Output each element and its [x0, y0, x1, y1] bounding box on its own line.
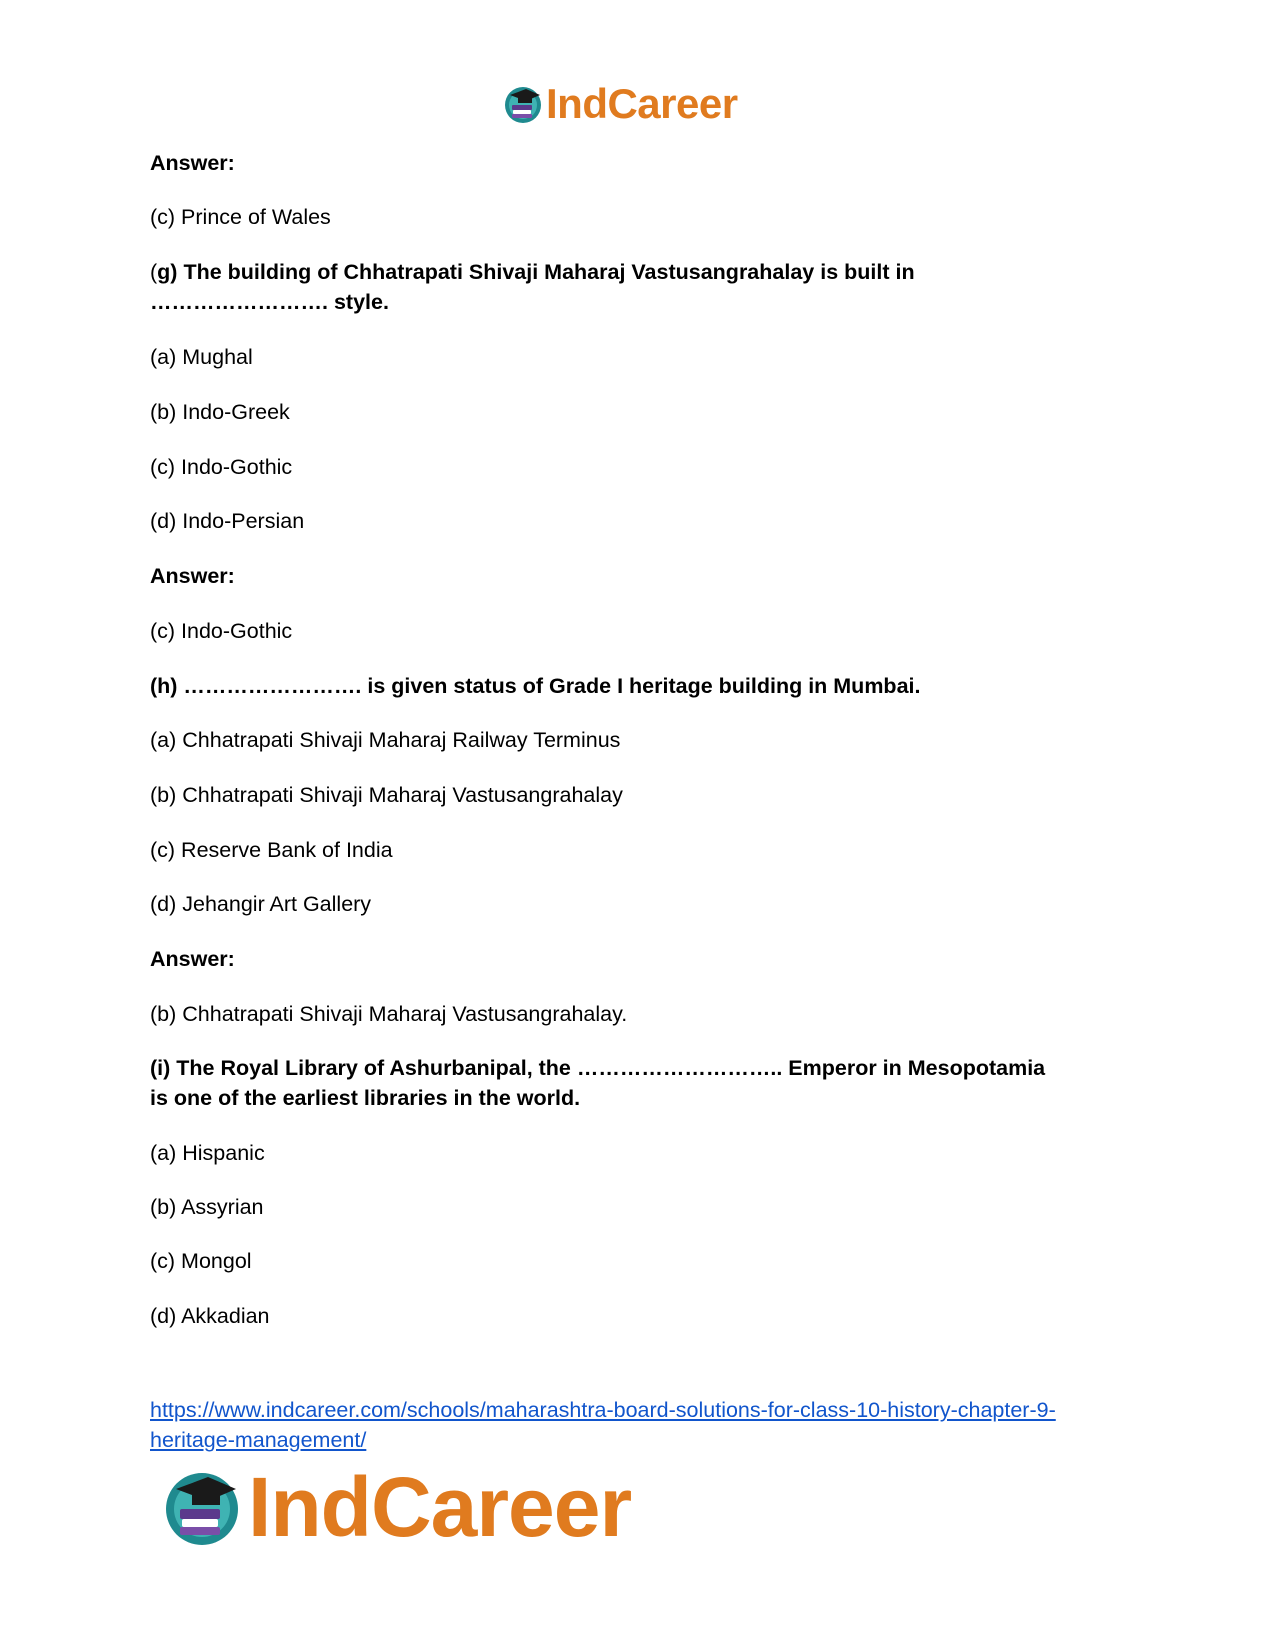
option-c: (c) Reserve Bank of India [150, 838, 393, 862]
option-c: (c) Mongol [150, 1249, 252, 1273]
graduation-globe-logo-icon [160, 1465, 244, 1549]
answer-label: Answer: [150, 947, 235, 971]
option-a: (a) Chhatrapati Shivaji Maharaj Railway Terminus [150, 728, 621, 752]
option-d: (d) Indo-Persian [150, 509, 305, 533]
footer-logo [160, 1462, 631, 1552]
option-a: (a) Mughal [150, 345, 253, 369]
source-link[interactable] [150, 1395, 1130, 1455]
header-logo-text: IndCareer [546, 80, 738, 127]
option-d: (d) Akkadian [150, 1304, 270, 1328]
question-i-continued: is one of the earliest libraries in the world. [150, 1086, 581, 1110]
answer-text: (b) Chhatrapati Shivaji Maharaj Vastusangrahalay. [150, 1002, 628, 1026]
question-h: (h) ……………………. is given status of Grade I heritage building in Mumbai. [150, 674, 921, 698]
option-b: (b) Assyrian [150, 1195, 264, 1219]
header-logo [502, 80, 738, 128]
option-b: (b) Chhatrapati Shivaji Maharaj Vastusangrahalay [150, 783, 623, 807]
answer-label: Answer: [150, 564, 235, 588]
answer-text: (c) Prince of Wales [150, 205, 331, 229]
graduation-globe-logo-icon [502, 83, 544, 125]
option-b: (b) Indo-Greek [150, 400, 290, 424]
source-link-line2[interactable]: heritage-management/ [150, 1428, 367, 1452]
source-link-line1[interactable]: https://www.indcareer.com/schools/maharashtra-board-solutions-for-class-10-history-chapter-9- [150, 1398, 1056, 1422]
option-c: (c) Indo-Gothic [150, 455, 293, 479]
question-g [150, 257, 915, 287]
option-a: (a) Hispanic [150, 1141, 265, 1165]
question-g-continued: ……………………. style. [150, 290, 389, 314]
answer-text: (c) Indo-Gothic [150, 619, 293, 643]
question-i: (i) The Royal Library of Ashurbanipal, the ……………………….. Emperor in Mesopotamia [150, 1056, 1046, 1080]
question-g-paren: ( [150, 260, 158, 284]
option-d: (d) Jehangir Art Gallery [150, 892, 372, 916]
footer-logo-text: IndCareer [248, 1460, 632, 1554]
question-g-text: g) The building of Chhatrapati Shivaji Maharaj Vastusangrahalay is built in [157, 260, 915, 284]
answer-label: Answer: [150, 151, 235, 175]
